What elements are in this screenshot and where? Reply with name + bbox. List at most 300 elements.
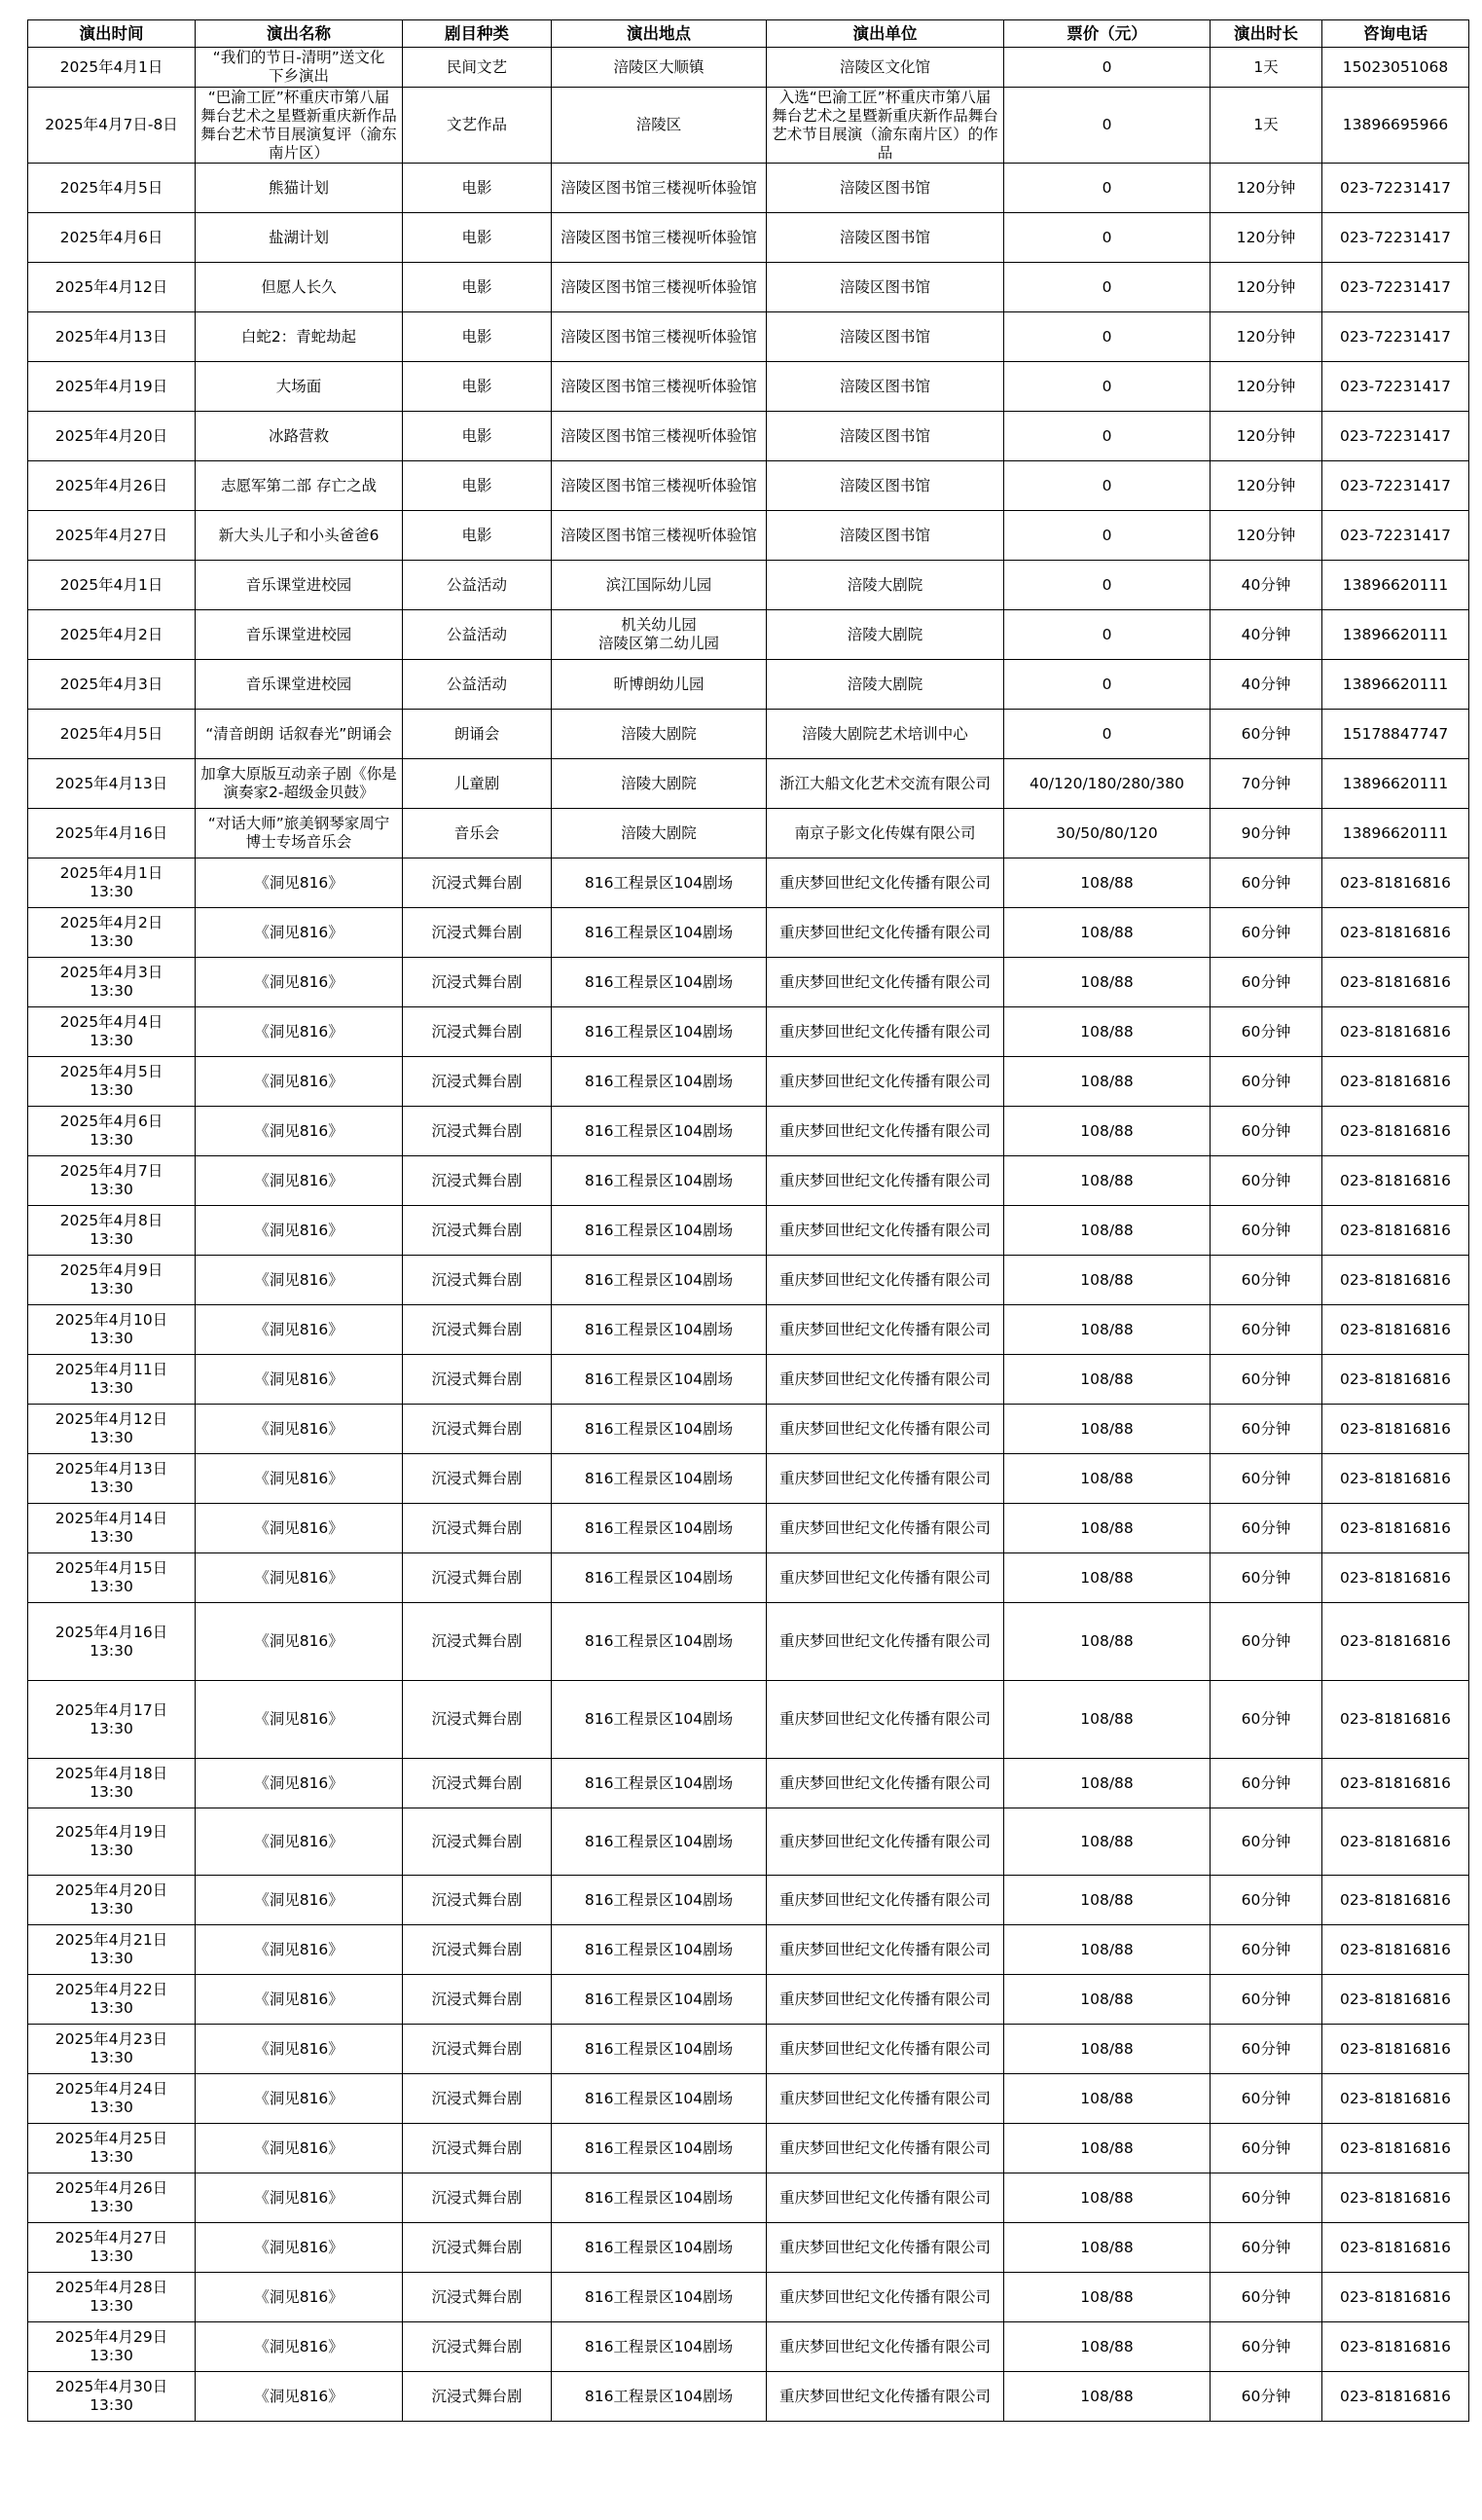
row-category: 电影 [403, 412, 552, 461]
row-time: 2025年4月1日 [28, 561, 196, 610]
row-duration: 120分钟 [1211, 362, 1322, 412]
table-row [28, 511, 1469, 561]
row-organizer: 重庆梦回世纪文化传播有限公司 [767, 1603, 1004, 1681]
row-organizer: 重庆梦回世纪文化传播有限公司 [767, 1681, 1004, 1759]
table-row [28, 213, 1469, 263]
row-name: 新大头儿子和小头爸爸6 [196, 511, 403, 561]
row-venue: 816工程景区104剧场 [552, 1876, 767, 1925]
row-price: 0 [1004, 660, 1211, 710]
row-price: 108/88 [1004, 1206, 1211, 1256]
row-organizer: 浙江大船文化艺术交流有限公司 [767, 759, 1004, 809]
row-phone: 023-81816816 [1322, 1007, 1469, 1057]
row-time: 2025年4月27日 [28, 511, 196, 561]
row-organizer: 重庆梦回世纪文化传播有限公司 [767, 2223, 1004, 2273]
row-duration: 120分钟 [1211, 312, 1322, 362]
row-venue: 816工程景区104剧场 [552, 1553, 767, 1603]
row-category: 沉浸式舞台剧 [403, 1975, 552, 2025]
row-duration: 40分钟 [1211, 610, 1322, 660]
row-time: 2025年4月10日 13:30 [28, 1305, 196, 1355]
row-name: “清音朗朗 话叙春光”朗诵会 [196, 710, 403, 759]
row-category: 沉浸式舞台剧 [403, 2025, 552, 2074]
row-time: 2025年4月24日 13:30 [28, 2074, 196, 2124]
row-venue: 816工程景区104剧场 [552, 1107, 767, 1156]
row-name: 《洞见816》 [196, 1206, 403, 1256]
row-time: 2025年4月4日 13:30 [28, 1007, 196, 1057]
row-venue: 816工程景区104剧场 [552, 2124, 767, 2173]
row-venue: 涪陵大剧院 [552, 809, 767, 858]
row-duration: 70分钟 [1211, 759, 1322, 809]
row-duration: 60分钟 [1211, 1206, 1322, 1256]
row-name: “对话大师”旅美钢琴家周宁 博士专场音乐会 [196, 809, 403, 858]
row-name: 音乐课堂进校园 [196, 561, 403, 610]
row-price: 0 [1004, 88, 1211, 164]
table-row [28, 1553, 1469, 1603]
row-price: 108/88 [1004, 1156, 1211, 1206]
row-category: 电影 [403, 263, 552, 312]
row-price: 0 [1004, 263, 1211, 312]
row-category: 电影 [403, 461, 552, 511]
row-duration: 60分钟 [1211, 2025, 1322, 2074]
row-duration: 60分钟 [1211, 1681, 1322, 1759]
row-price: 108/88 [1004, 1007, 1211, 1057]
row-price: 0 [1004, 412, 1211, 461]
row-duration: 60分钟 [1211, 1355, 1322, 1405]
row-category: 沉浸式舞台剧 [403, 2273, 552, 2322]
row-duration: 60分钟 [1211, 1808, 1322, 1876]
row-category: 民间文艺 [403, 48, 552, 88]
row-name: 《洞见816》 [196, 1759, 403, 1808]
row-category: 沉浸式舞台剧 [403, 1504, 552, 1553]
row-organizer: 重庆梦回世纪文化传播有限公司 [767, 1107, 1004, 1156]
row-venue: 机关幼儿园 涪陵区第二幼儿园 [552, 610, 767, 660]
row-price: 0 [1004, 461, 1211, 511]
table-row [28, 2273, 1469, 2322]
row-duration: 60分钟 [1211, 2173, 1322, 2223]
row-category: 沉浸式舞台剧 [403, 2124, 552, 2173]
row-organizer: 重庆梦回世纪文化传播有限公司 [767, 1405, 1004, 1454]
row-phone: 13896620111 [1322, 809, 1469, 858]
row-category: 公益活动 [403, 561, 552, 610]
row-venue: 涪陵区图书馆三楼视听体验馆 [552, 461, 767, 511]
row-duration: 60分钟 [1211, 858, 1322, 908]
row-time: 2025年4月14日 13:30 [28, 1504, 196, 1553]
row-phone: 023-81816816 [1322, 2124, 1469, 2173]
row-venue: 816工程景区104剧场 [552, 2322, 767, 2372]
row-price: 0 [1004, 213, 1211, 263]
row-duration: 60分钟 [1211, 1925, 1322, 1975]
row-time: 2025年4月1日 [28, 48, 196, 88]
row-duration: 120分钟 [1211, 461, 1322, 511]
row-phone: 023-81816816 [1322, 1808, 1469, 1876]
row-phone: 023-81816816 [1322, 1681, 1469, 1759]
row-name: 《洞见816》 [196, 1454, 403, 1504]
row-phone: 15023051068 [1322, 48, 1469, 88]
row-venue: 816工程景区104剧场 [552, 2223, 767, 2273]
row-duration: 60分钟 [1211, 908, 1322, 958]
row-category: 沉浸式舞台剧 [403, 1355, 552, 1405]
row-time: 2025年4月19日 [28, 362, 196, 412]
row-organizer: 重庆梦回世纪文化传播有限公司 [767, 1808, 1004, 1876]
table-row [28, 1681, 1469, 1759]
row-venue: 816工程景区104剧场 [552, 2273, 767, 2322]
header-time: 演出时间 [28, 20, 196, 48]
row-duration: 60分钟 [1211, 1156, 1322, 1206]
row-name: 加拿大原版互动亲子剧《你是 演奏家2-超级金贝鼓》 [196, 759, 403, 809]
table-row [28, 1355, 1469, 1405]
row-name: 盐湖计划 [196, 213, 403, 263]
row-organizer: 涪陵区图书馆 [767, 461, 1004, 511]
row-duration: 60分钟 [1211, 1454, 1322, 1504]
row-name: 《洞见816》 [196, 2074, 403, 2124]
row-phone: 023-81816816 [1322, 1975, 1469, 2025]
row-venue: 816工程景区104剧场 [552, 1975, 767, 2025]
row-phone: 023-72231417 [1322, 263, 1469, 312]
row-organizer: 涪陵区图书馆 [767, 412, 1004, 461]
row-organizer: 重庆梦回世纪文化传播有限公司 [767, 1975, 1004, 2025]
row-category: 沉浸式舞台剧 [403, 1057, 552, 1107]
row-venue: 涪陵大剧院 [552, 710, 767, 759]
table-row [28, 2173, 1469, 2223]
row-time: 2025年4月3日 [28, 660, 196, 710]
row-name: “我们的节日-清明”送文化 下乡演出 [196, 48, 403, 88]
table-row [28, 412, 1469, 461]
row-time: 2025年4月2日 13:30 [28, 908, 196, 958]
row-time: 2025年4月19日 13:30 [28, 1808, 196, 1876]
table-row [28, 263, 1469, 312]
row-venue: 涪陵大剧院 [552, 759, 767, 809]
table-row [28, 1808, 1469, 1876]
row-time: 2025年4月20日 [28, 412, 196, 461]
row-venue: 816工程景区104剧场 [552, 1405, 767, 1454]
row-time: 2025年4月6日 [28, 213, 196, 263]
row-organizer: 涪陵区图书馆 [767, 312, 1004, 362]
row-category: 沉浸式舞台剧 [403, 1925, 552, 1975]
row-category: 沉浸式舞台剧 [403, 958, 552, 1007]
table-row [28, 561, 1469, 610]
row-duration: 60分钟 [1211, 1603, 1322, 1681]
table-row [28, 1454, 1469, 1504]
row-price: 0 [1004, 610, 1211, 660]
row-venue: 816工程景区104剧场 [552, 1454, 767, 1504]
row-venue: 816工程景区104剧场 [552, 1925, 767, 1975]
table-row [28, 2074, 1469, 2124]
row-name: 熊猫计划 [196, 164, 403, 213]
table-row [28, 48, 1469, 88]
row-time: 2025年4月13日 [28, 312, 196, 362]
row-phone: 023-81816816 [1322, 1355, 1469, 1405]
row-organizer: 重庆梦回世纪文化传播有限公司 [767, 1156, 1004, 1206]
row-name: 《洞见816》 [196, 1925, 403, 1975]
row-venue: 816工程景区104剧场 [552, 1808, 767, 1876]
row-organizer: 重庆梦回世纪文化传播有限公司 [767, 2273, 1004, 2322]
row-venue: 涪陵区大顺镇 [552, 48, 767, 88]
row-time: 2025年4月5日 13:30 [28, 1057, 196, 1107]
row-duration: 60分钟 [1211, 1057, 1322, 1107]
row-phone: 023-81816816 [1322, 2173, 1469, 2223]
row-organizer: 涪陵大剧院艺术培训中心 [767, 710, 1004, 759]
row-price: 40/120/180/280/380 [1004, 759, 1211, 809]
row-name: 《洞见816》 [196, 1107, 403, 1156]
row-price: 30/50/80/120 [1004, 809, 1211, 858]
row-price: 108/88 [1004, 908, 1211, 958]
row-time: 2025年4月25日 13:30 [28, 2124, 196, 2173]
row-category: 沉浸式舞台剧 [403, 858, 552, 908]
row-name: 但愿人长久 [196, 263, 403, 312]
row-organizer: 涪陵区图书馆 [767, 213, 1004, 263]
row-name: 音乐课堂进校园 [196, 660, 403, 710]
row-price: 108/88 [1004, 1681, 1211, 1759]
row-duration: 60分钟 [1211, 1504, 1322, 1553]
row-organizer: 重庆梦回世纪文化传播有限公司 [767, 2322, 1004, 2372]
row-organizer: 重庆梦回世纪文化传播有限公司 [767, 1256, 1004, 1305]
row-price: 108/88 [1004, 1553, 1211, 1603]
row-price: 0 [1004, 511, 1211, 561]
row-phone: 023-81816816 [1322, 1405, 1469, 1454]
row-time: 2025年4月29日 13:30 [28, 2322, 196, 2372]
row-organizer: 涪陵区图书馆 [767, 263, 1004, 312]
row-phone: 023-81816816 [1322, 2322, 1469, 2372]
row-phone: 13896695966 [1322, 88, 1469, 164]
row-category: 公益活动 [403, 660, 552, 710]
row-duration: 60分钟 [1211, 1305, 1322, 1355]
row-organizer: 重庆梦回世纪文化传播有限公司 [767, 1759, 1004, 1808]
row-price: 108/88 [1004, 2273, 1211, 2322]
row-category: 沉浸式舞台剧 [403, 1256, 552, 1305]
row-name: 《洞见816》 [196, 1305, 403, 1355]
row-name: 《洞见816》 [196, 1156, 403, 1206]
row-phone: 023-81816816 [1322, 2025, 1469, 2074]
table-row [28, 1206, 1469, 1256]
row-category: 沉浸式舞台剧 [403, 1876, 552, 1925]
row-category: 电影 [403, 511, 552, 561]
row-name: 《洞见816》 [196, 1405, 403, 1454]
row-name: 《洞见816》 [196, 858, 403, 908]
row-organizer: 涪陵大剧院 [767, 660, 1004, 710]
table-row [28, 809, 1469, 858]
row-category: 沉浸式舞台剧 [403, 1553, 552, 1603]
row-phone: 023-72231417 [1322, 412, 1469, 461]
row-time: 2025年4月30日 13:30 [28, 2372, 196, 2422]
row-time: 2025年4月1日 13:30 [28, 858, 196, 908]
row-price: 0 [1004, 561, 1211, 610]
row-venue: 816工程景区104剧场 [552, 1206, 767, 1256]
row-price: 108/88 [1004, 1454, 1211, 1504]
header-venue: 演出地点 [552, 20, 767, 48]
row-organizer: 重庆梦回世纪文化传播有限公司 [767, 1553, 1004, 1603]
row-phone: 023-81816816 [1322, 1603, 1469, 1681]
row-time: 2025年4月21日 13:30 [28, 1925, 196, 1975]
row-name: 《洞见816》 [196, 1876, 403, 1925]
row-organizer: 重庆梦回世纪文化传播有限公司 [767, 1454, 1004, 1504]
row-venue: 滨江国际幼儿园 [552, 561, 767, 610]
row-category: 沉浸式舞台剧 [403, 1206, 552, 1256]
row-category: 沉浸式舞台剧 [403, 2173, 552, 2223]
row-phone: 13896620111 [1322, 561, 1469, 610]
row-price: 108/88 [1004, 1808, 1211, 1876]
row-duration: 120分钟 [1211, 213, 1322, 263]
header-organizer: 演出单位 [767, 20, 1004, 48]
row-venue: 816工程景区104剧场 [552, 1007, 767, 1057]
row-phone: 023-81816816 [1322, 1454, 1469, 1504]
row-time: 2025年4月22日 13:30 [28, 1975, 196, 2025]
row-name: 《洞见816》 [196, 1355, 403, 1405]
row-phone: 023-81816816 [1322, 1876, 1469, 1925]
row-category: 沉浸式舞台剧 [403, 2223, 552, 2273]
row-category: 电影 [403, 312, 552, 362]
table-row [28, 1504, 1469, 1553]
row-price: 108/88 [1004, 2124, 1211, 2173]
row-phone: 023-72231417 [1322, 213, 1469, 263]
row-name: 《洞见816》 [196, 2124, 403, 2173]
row-price: 108/88 [1004, 2074, 1211, 2124]
row-venue: 816工程景区104剧场 [552, 1305, 767, 1355]
row-organizer: 入选“巴渝工匠”杯重庆市第八届 舞台艺术之星暨新重庆新作品舞台 艺术节目展演（渝东南片区）的作 品 [767, 88, 1004, 164]
row-duration: 60分钟 [1211, 1759, 1322, 1808]
row-duration: 120分钟 [1211, 164, 1322, 213]
header-row [28, 20, 1469, 48]
row-time: 2025年4月11日 13:30 [28, 1355, 196, 1405]
row-name: 《洞见816》 [196, 1681, 403, 1759]
header-name: 演出名称 [196, 20, 403, 48]
row-price: 108/88 [1004, 1925, 1211, 1975]
table-row [28, 1156, 1469, 1206]
header-category: 剧目种类 [403, 20, 552, 48]
row-name: 大场面 [196, 362, 403, 412]
row-duration: 60分钟 [1211, 958, 1322, 1007]
row-organizer: 涪陵大剧院 [767, 610, 1004, 660]
row-name: 《洞见816》 [196, 1603, 403, 1681]
row-price: 108/88 [1004, 1107, 1211, 1156]
row-organizer: 南京子影文化传媒有限公司 [767, 809, 1004, 858]
row-name: 志愿军第二部 存亡之战 [196, 461, 403, 511]
row-time: 2025年4月20日 13:30 [28, 1876, 196, 1925]
row-duration: 60分钟 [1211, 1553, 1322, 1603]
row-phone: 023-81816816 [1322, 958, 1469, 1007]
row-time: 2025年4月3日 13:30 [28, 958, 196, 1007]
row-phone: 023-81816816 [1322, 1107, 1469, 1156]
row-name: 《洞见816》 [196, 2273, 403, 2322]
row-phone: 023-81816816 [1322, 2273, 1469, 2322]
table-row [28, 88, 1469, 164]
row-price: 0 [1004, 362, 1211, 412]
row-phone: 023-72231417 [1322, 312, 1469, 362]
row-category: 沉浸式舞台剧 [403, 1007, 552, 1057]
performance-schedule-table [27, 19, 1469, 2422]
row-time: 2025年4月23日 13:30 [28, 2025, 196, 2074]
row-organizer: 重庆梦回世纪文化传播有限公司 [767, 858, 1004, 908]
row-duration: 60分钟 [1211, 710, 1322, 759]
row-duration: 60分钟 [1211, 1405, 1322, 1454]
row-name: 《洞见816》 [196, 1057, 403, 1107]
row-time: 2025年4月6日 13:30 [28, 1107, 196, 1156]
row-price: 108/88 [1004, 1504, 1211, 1553]
row-duration: 60分钟 [1211, 1975, 1322, 2025]
row-organizer: 重庆梦回世纪文化传播有限公司 [767, 2025, 1004, 2074]
row-price: 108/88 [1004, 1876, 1211, 1925]
row-category: 朗诵会 [403, 710, 552, 759]
row-category: 沉浸式舞台剧 [403, 1305, 552, 1355]
table-row [28, 1603, 1469, 1681]
row-phone: 13896620111 [1322, 610, 1469, 660]
row-price: 0 [1004, 164, 1211, 213]
table-row [28, 312, 1469, 362]
row-price: 108/88 [1004, 858, 1211, 908]
row-organizer: 重庆梦回世纪文化传播有限公司 [767, 1504, 1004, 1553]
table-row [28, 2322, 1469, 2372]
row-organizer: 重庆梦回世纪文化传播有限公司 [767, 1876, 1004, 1925]
row-venue: 涪陵区图书馆三楼视听体验馆 [552, 263, 767, 312]
row-duration: 60分钟 [1211, 2273, 1322, 2322]
table-row [28, 461, 1469, 511]
row-name: 《洞见816》 [196, 2322, 403, 2372]
row-time: 2025年4月26日 13:30 [28, 2173, 196, 2223]
row-phone: 023-72231417 [1322, 461, 1469, 511]
table-row [28, 1256, 1469, 1305]
table-row [28, 164, 1469, 213]
row-venue: 涪陵区 [552, 88, 767, 164]
row-phone: 023-81816816 [1322, 908, 1469, 958]
row-venue: 816工程景区104剧场 [552, 1355, 767, 1405]
row-name: 《洞见816》 [196, 2223, 403, 2273]
table-row [28, 362, 1469, 412]
row-venue: 816工程景区104剧场 [552, 1681, 767, 1759]
row-time: 2025年4月13日 [28, 759, 196, 809]
row-phone: 023-81816816 [1322, 1553, 1469, 1603]
row-name: 冰路营救 [196, 412, 403, 461]
row-time: 2025年4月7日-8日 [28, 88, 196, 164]
row-venue: 816工程景区104剧场 [552, 1156, 767, 1206]
row-organizer: 重庆梦回世纪文化传播有限公司 [767, 1925, 1004, 1975]
row-name: 《洞见816》 [196, 1007, 403, 1057]
row-time: 2025年4月17日 13:30 [28, 1681, 196, 1759]
row-organizer: 重庆梦回世纪文化传播有限公司 [767, 1305, 1004, 1355]
row-name: 《洞见816》 [196, 908, 403, 958]
row-duration: 40分钟 [1211, 660, 1322, 710]
row-name: 《洞见816》 [196, 1808, 403, 1876]
row-organizer: 重庆梦回世纪文化传播有限公司 [767, 1007, 1004, 1057]
row-venue: 816工程景区104剧场 [552, 1057, 767, 1107]
row-category: 电影 [403, 164, 552, 213]
row-venue: 涪陵区图书馆三楼视听体验馆 [552, 412, 767, 461]
row-category: 沉浸式舞台剧 [403, 2372, 552, 2422]
table-row [28, 2223, 1469, 2273]
row-venue: 涪陵区图书馆三楼视听体验馆 [552, 362, 767, 412]
row-phone: 13896620111 [1322, 759, 1469, 809]
table-row [28, 660, 1469, 710]
row-price: 108/88 [1004, 1355, 1211, 1405]
row-name: 《洞见816》 [196, 2372, 403, 2422]
row-time: 2025年4月18日 13:30 [28, 1759, 196, 1808]
row-venue: 816工程景区104剧场 [552, 2372, 767, 2422]
row-organizer: 涪陵大剧院 [767, 561, 1004, 610]
row-phone: 023-81816816 [1322, 1156, 1469, 1206]
row-duration: 60分钟 [1211, 1876, 1322, 1925]
row-time: 2025年4月9日 13:30 [28, 1256, 196, 1305]
table-row [28, 759, 1469, 809]
row-phone: 023-81816816 [1322, 858, 1469, 908]
row-duration: 1天 [1211, 88, 1322, 164]
row-organizer: 重庆梦回世纪文化传播有限公司 [767, 1355, 1004, 1405]
row-category: 沉浸式舞台剧 [403, 1454, 552, 1504]
row-time: 2025年4月12日 13:30 [28, 1405, 196, 1454]
row-price: 108/88 [1004, 1057, 1211, 1107]
row-category: 沉浸式舞台剧 [403, 2074, 552, 2124]
row-time: 2025年4月5日 [28, 164, 196, 213]
row-phone: 13896620111 [1322, 660, 1469, 710]
row-phone: 023-81816816 [1322, 1206, 1469, 1256]
row-duration: 60分钟 [1211, 2372, 1322, 2422]
row-time: 2025年4月16日 [28, 809, 196, 858]
